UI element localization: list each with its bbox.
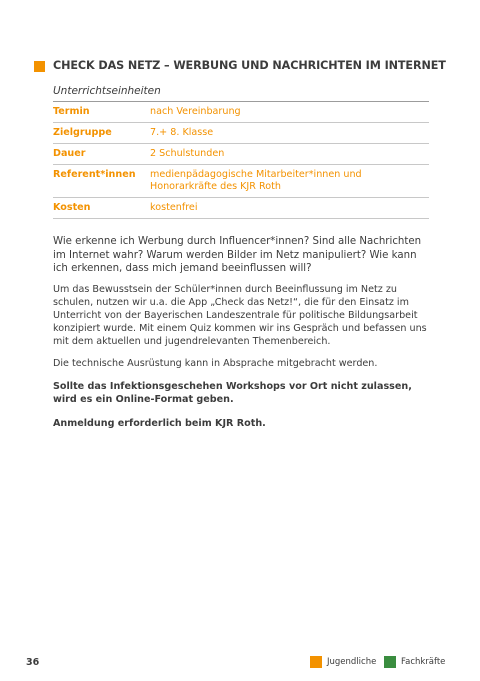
registration-paragraph: Anmeldung erforderlich beim KJR Roth. [53,418,266,429]
info-value: kostenfrei [150,202,198,213]
legend-label: Fachkräfte [401,657,446,667]
description-paragraph: Um das Bewusstsein der Schüler*innen durch Beeinflussung im Netz zu schulen, nutzen wir u.a. die App „Check das Netz!“, die für den Einsatz im Unterricht von der Bayerischen Landeszentrale für politische Bildungsarbeit konzipiert wurde. Mit einem Quiz kommen wir ins Gespräch und befassen uns mit dem aktuellen und jugendrelevanten Themenbereich. [53,284,427,347]
orange-square-icon [34,61,45,72]
online-notice-paragraph: Sollte das Infektionsgeschehen Workshops vor Ort nicht zulassen, wird es ein Online-Format geben. [53,381,412,405]
info-label: Kosten [53,202,91,213]
intro-paragraph: Wie erkenne ich Werbung durch Influencer*innen? Sind alle Nachrichten im Internet wahr? Warum werden Bilder im Netz manipuliert? Wie kann ich erkennen, dass mich jemand beeinflussen will? [53,236,422,274]
info-row-zielgruppe [53,123,429,144]
green-square-icon [384,656,396,668]
info-label: Referent*innen [53,169,136,180]
info-row-termin [53,102,429,123]
info-value: medienpädagogische Mitarbeiter*innen und Honorarkräfte des KJR Roth [150,169,362,192]
section-heading [34,59,446,75]
info-row-referent [53,165,429,198]
info-value: 7.+ 8. Klasse [150,127,214,138]
orange-square-icon [310,656,322,668]
info-row-dauer [53,144,429,165]
equipment-paragraph: Die technische Ausrüstung kann in Absprache mitgebracht werden. [53,358,378,369]
info-row-kosten [53,198,429,219]
info-table [53,102,429,219]
page-title: CHECK DAS NETZ – WERBUNG UND NACHRICHTEN IM INTERNET [53,59,446,72]
info-value: 2 Schulstunden [150,148,225,159]
info-label: Dauer [53,148,86,159]
info-label: Zielgruppe [53,127,112,138]
legend-label: Jugendliche [327,657,377,667]
page-number: 36 [26,657,40,668]
info-value: nach Vereinbarung [150,106,241,117]
subtitle: Unterrichtseinheiten [53,85,161,97]
info-label: Termin [53,106,90,117]
